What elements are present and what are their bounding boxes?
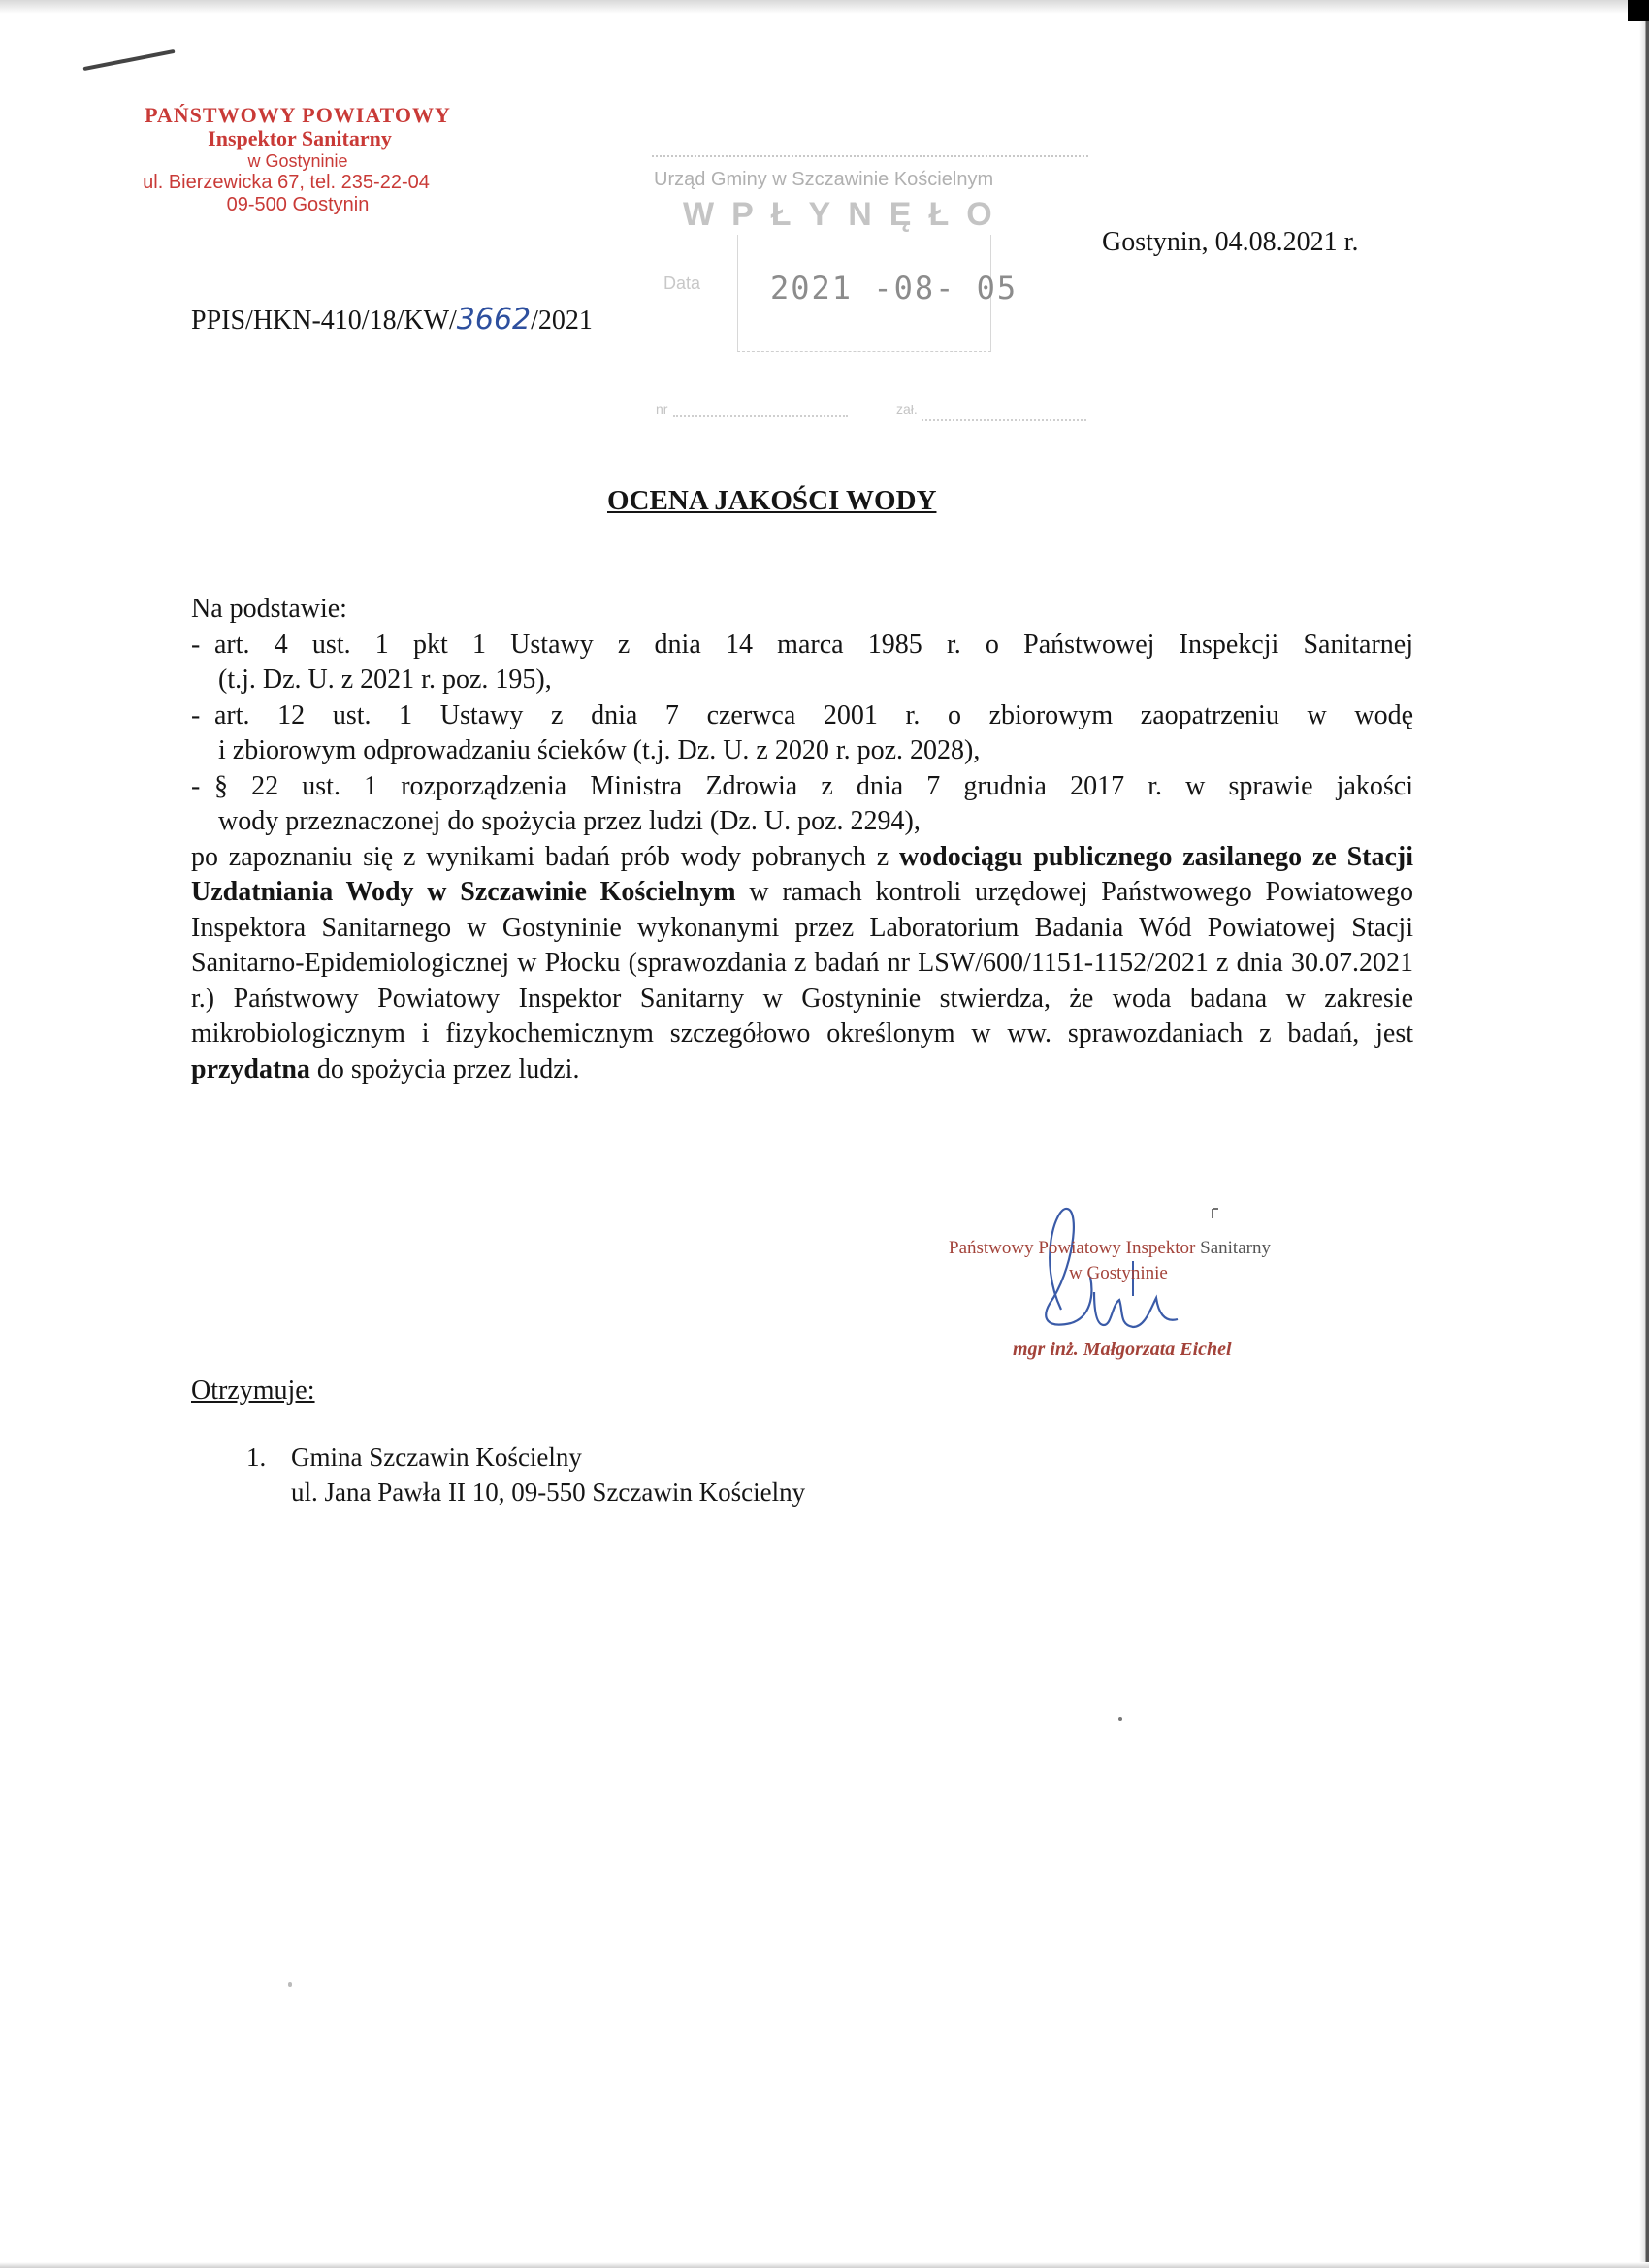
bullet-dash: - <box>191 699 201 730</box>
received-stamp-date: 2021 -08- 05 <box>770 270 1018 307</box>
scan-speck <box>288 1982 292 1987</box>
scan-corner-mark <box>1628 0 1649 21</box>
assessment-verdict-bold: przydatna <box>191 1053 310 1085</box>
received-stamp-border <box>652 155 1088 161</box>
legal-basis-item <box>191 769 1413 840</box>
received-stamp <box>644 155 1090 438</box>
legal-basis-item-line2: (t.j. Dz. U. z 2021 r. poz. 195), <box>218 664 552 695</box>
recipient-name: Gmina Szczawin Kościelny <box>291 1442 582 1472</box>
legal-basis-item-line1: § 22 ust. 1 rozporządzenia Ministra Zdrowia z dnia 7 grudnia 2017 r. w sprawie jakości <box>214 770 1413 801</box>
signatory-role-tail: Sanitarny <box>1200 1238 1271 1258</box>
assessment-text-c: do spożycia przez ludzi. <box>309 1053 580 1085</box>
reference-suffix: /2021 <box>531 306 593 336</box>
assessment-source-bold: wodociągu publicznego zasilanego ze Stacji Uzdatniania Wody w Szczawinie Kościelnym <box>191 841 1413 907</box>
legal-basis-intro: Na podstawie: <box>191 594 347 624</box>
recipient-name-line <box>246 1440 805 1474</box>
assessment-text-a: po zapoznaniu się z wynikami badań prób wody pobranych z <box>191 841 899 872</box>
inspector-stamp-line2: Inspektor Sanitarny <box>208 126 392 150</box>
reference-number <box>191 303 593 337</box>
place-and-date: Gostynin, 04.08.2021 r. <box>1102 227 1359 257</box>
inspector-stamp-line5: 09-500 Gostynin <box>226 194 370 215</box>
received-stamp-zal-line <box>922 419 1086 421</box>
assessment-paragraph <box>191 840 1413 1088</box>
inspector-stamp-line1: PAŃSTWOWY POWIATOWY <box>145 103 451 127</box>
received-stamp-date-label: Data <box>663 274 701 293</box>
received-stamp-nr-line <box>673 415 848 417</box>
recipients-label: Otrzymuje: <box>191 1376 315 1406</box>
bullet-dash: - <box>191 770 201 801</box>
document-title: OCENA JAKOŚCI WODY <box>607 485 937 516</box>
signatory-role <box>949 1238 1271 1259</box>
legal-basis-item-line1: art. 12 ust. 1 Ustawy z dnia 7 czerwca 2001 r. o zbiorowym zaopatrzeniu w wodę <box>214 699 1413 730</box>
legal-basis-item-line1: art. 4 ust. 1 pkt 1 Ustawy z dnia 14 marca 1985 r. o Państwowej Inspekcji Sanitarnej <box>214 629 1413 660</box>
legal-basis-item <box>191 698 1413 769</box>
scan-speck <box>1118 1717 1122 1721</box>
bullet-dash: - <box>191 629 201 660</box>
received-stamp-status: WPŁYNĘŁO <box>683 196 1010 233</box>
recipients-list <box>246 1440 805 1509</box>
reference-handwritten-number: 3662 <box>456 303 532 337</box>
received-stamp-nr-label: nr <box>656 402 668 417</box>
legal-basis-item-line2: wody przeznaczonej do spożycia przez ludzi (Dz. U. poz. 2294), <box>218 806 921 836</box>
signatory-name: mgr inż. Małgorzata Eichel <box>1013 1339 1232 1360</box>
scan-right-edge <box>1639 0 1649 2268</box>
signature-block <box>949 1203 1317 1377</box>
signatory-place: w Gostyninie <box>1069 1263 1168 1283</box>
inspector-stamp-line3: w Gostyninie <box>247 151 348 171</box>
signatory-role-red: Państwowy Powiatowy Inspektor <box>949 1238 1201 1258</box>
inspector-stamp-line4: ul. Bierzewicka 67, tel. 235-22-04 <box>143 172 430 193</box>
document-body <box>191 592 1413 1087</box>
received-stamp-zal-label: zał. <box>896 402 918 417</box>
pen-stroke-mark <box>83 49 176 71</box>
inspector-stamp <box>92 103 480 216</box>
assessment-text-b: w ramach kontroli urzędowej Państwowego Powiatowego Inspektora Sanitarnego w Gostyninie wykonanymi przez Laboratorium Badania Wód Powiatowej Stacji Sanitarno-Epidemiologicznej w Płocku (sprawozdania z badań nr LSW/600/1151-1152/2021 z dnia 30.07.2021 r.) Państwowy Powiatowy Inspektor Sanitarny w Gostyninie stwierdza, że woda badana w zakresie mikrobiologicznym i fizykochemicznym szczegółowo określonym w ww. sprawozdaniach z badań, jest <box>191 877 1413 1049</box>
reference-prefix: PPIS/HKN-410/18/KW/ <box>191 306 457 336</box>
scan-top-edge <box>0 0 1649 14</box>
legal-basis-item-line2: i zbiorowym odprowadzaniu ścieków (t.j. Dz. U. z 2020 r. poz. 2028), <box>218 735 981 765</box>
legal-basis-item <box>191 628 1413 698</box>
received-stamp-office: Urząd Gminy w Szczawinie Kościelnym <box>654 169 994 190</box>
recipient-number: 1. <box>246 1442 267 1472</box>
scan-bottom-edge <box>0 2262 1649 2268</box>
recipient-address: ul. Jana Pawła II 10, 09-550 Szczawin Kościelny <box>291 1477 806 1507</box>
